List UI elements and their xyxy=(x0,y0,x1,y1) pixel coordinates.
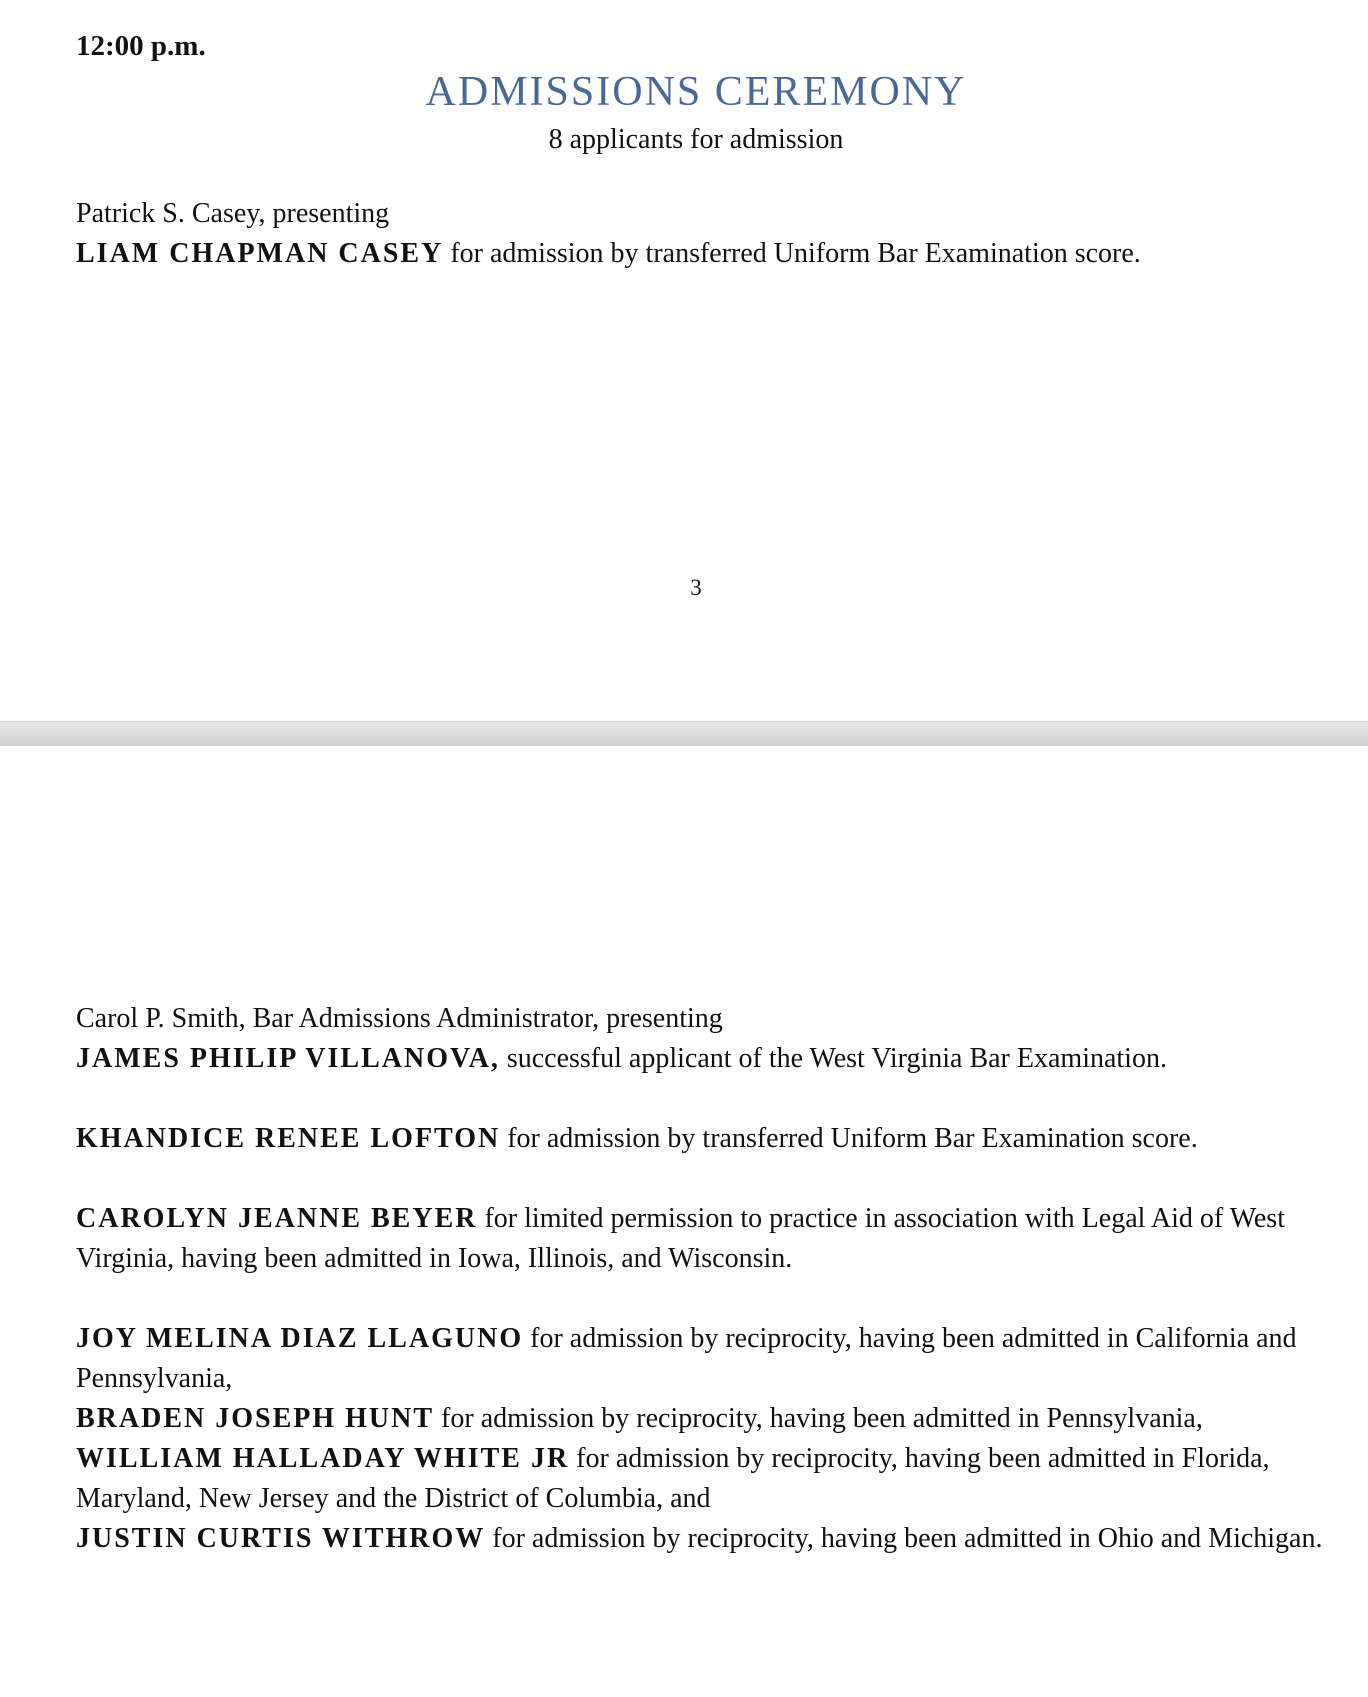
applicant-name: BRADEN JOSEPH HUNT xyxy=(76,1403,435,1434)
presenter-line: Patrick S. Casey, presenting xyxy=(76,198,390,229)
applicant-description: for admission by reciprocity, having been admitted in Ohio and Michigan. xyxy=(485,1523,1323,1554)
ceremony-time: 12:00 p.m. xyxy=(76,30,206,62)
applicant-name: JUSTIN CURTIS WITHROW xyxy=(76,1523,486,1554)
applicant-description: for admission by reciprocity, having been admitted in Florida, Maryland, New Jersey and the District of Columbia, and xyxy=(76,1443,1270,1514)
applicant-entry xyxy=(76,234,1326,274)
applicant-name: CAROLYN JEANNE BEYER xyxy=(76,1203,478,1234)
applicant-name: JAMES PHILIP VILLANOVA, xyxy=(76,1043,500,1074)
applicant-entry xyxy=(76,1439,1326,1519)
applicant-name: JOY MELINA DIAZ LLAGUNO xyxy=(76,1323,524,1354)
page-number: 3 xyxy=(690,575,702,600)
applicant-entry xyxy=(76,1119,1326,1159)
applicant-count: 8 applicants for admission xyxy=(548,124,844,155)
applicant-entry xyxy=(76,1519,1326,1559)
page-4 xyxy=(0,746,1368,1697)
page-3 xyxy=(0,0,1368,721)
applicant-description: for admission by transferred Uniform Bar Examination score. xyxy=(443,238,1141,269)
applicant-description: for admission by reciprocity, having been admitted in Pennsylvania, xyxy=(434,1403,1203,1434)
applicant-description: successful applicant of the West Virginia Bar Examination. xyxy=(499,1043,1167,1074)
applicant-entry xyxy=(76,1039,1326,1079)
applicant-entry xyxy=(76,1199,1326,1279)
applicant-entry xyxy=(76,1319,1326,1399)
applicant-description: for admission by transferred Uniform Bar Examination score. xyxy=(500,1123,1198,1154)
page-separator xyxy=(0,721,1368,748)
applicant-entry xyxy=(76,1399,1326,1439)
applicant-description: for admission by reciprocity, having been admitted in California and Pennsylvania, xyxy=(76,1323,1297,1394)
applicant-name: KHANDICE RENEE LOFTON xyxy=(76,1123,501,1154)
applicant-description: for limited permission to practice in association with Legal Aid of West Virginia, having been admitted in Iowa, Illinois, and Wisconsin. xyxy=(76,1203,1285,1274)
applicant-name: WILLIAM HALLADAY WHITE JR xyxy=(76,1443,570,1474)
applicant-name: LIAM CHAPMAN CASEY xyxy=(76,238,444,269)
page-title: ADMISSIONS CEREMONY xyxy=(425,69,967,115)
presenter-line: Carol P. Smith, Bar Admissions Administrator, presenting xyxy=(76,1003,723,1034)
